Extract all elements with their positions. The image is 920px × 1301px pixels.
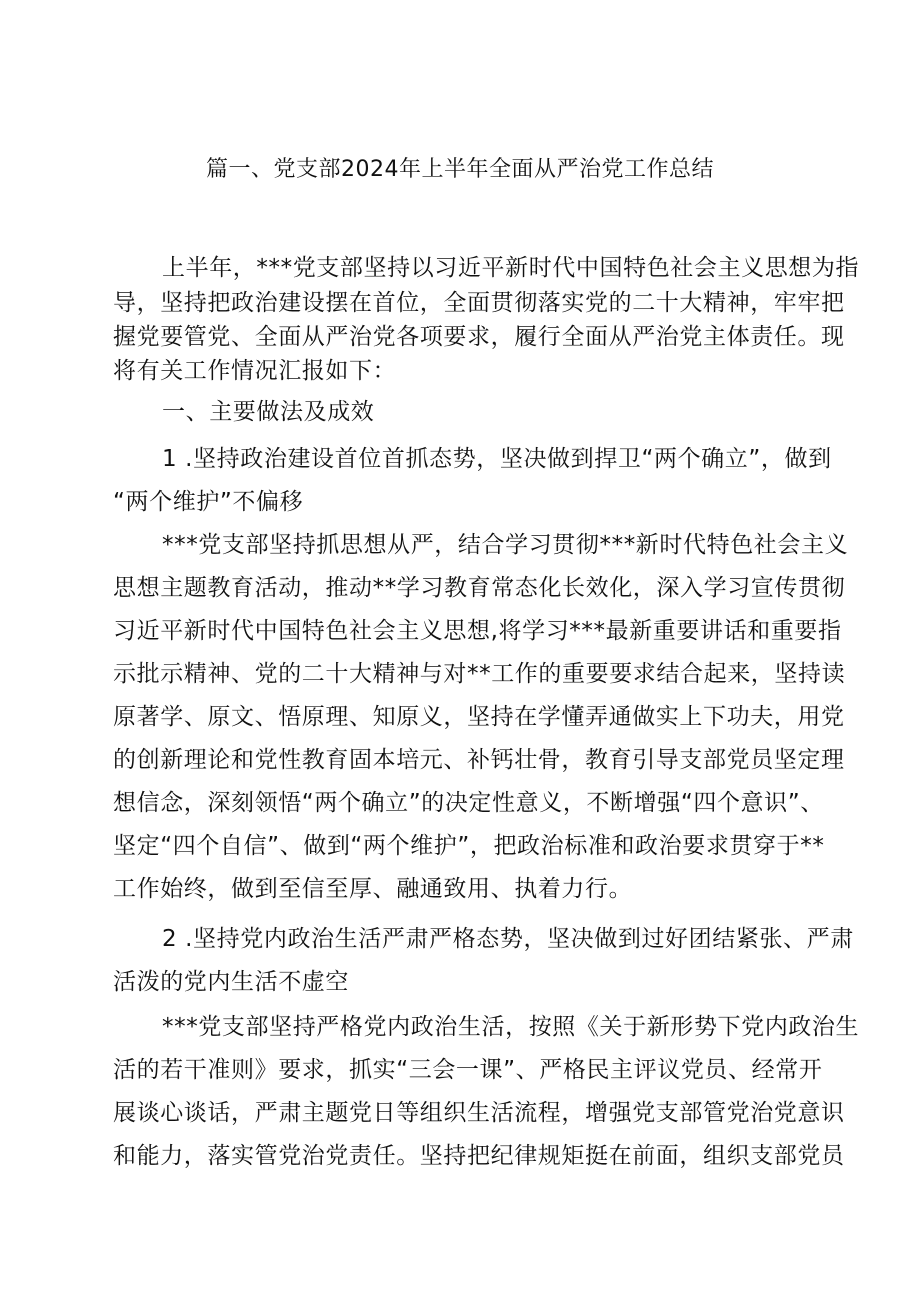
subheading-1-line-1: 1 .坚持政治建设首位首抓态势，坚决做到捍卫“两个确立”，做到 <box>162 446 832 472</box>
paragraph-2-line-3: 展谈心谈话，严肃主题党日等组织生活流程，增强党支部管党治党意识 <box>113 1100 845 1126</box>
subheading-2-line-2: 活泼的党内生活不虚空 <box>113 969 349 995</box>
paragraph-2-line-4: 和能力，落实管党治党责任。坚持把纪律规矩挺在前面，组织支部党员 <box>113 1143 845 1169</box>
paragraph-1-line-2: 思想主题教育活动，推动**学习教育常态化长效化，深入学习宣传贯彻 <box>113 575 846 601</box>
paragraph-1-line-3: 习近平新时代中国特色社会主义思想,将学习***最新重要讲话和重要指 <box>113 618 842 644</box>
paragraph-1-line-6: 的创新理论和党性教育固本培元、补钙壮骨，教育引导支部党员坚定理 <box>113 747 845 773</box>
paragraph-intro-line-3: 握党要管党、全面从严治党各项要求，履行全面从严治党主体责任。现 <box>113 324 845 350</box>
paragraph-2-line-2: 活的若干准则》要求，抓实“三会一课”、严格民主评议党员、经常开 <box>113 1057 823 1083</box>
paragraph-intro-line-4: 将有关工作情况汇报如下： <box>113 358 397 384</box>
paragraph-2-line-1: ***党支部坚持严格党内政治生活，按照《关于新形势下党内政治生 <box>162 1014 860 1040</box>
paragraph-1-line-1: ***党支部坚持抓思想从严，结合学习贯彻***新时代特色社会主义 <box>162 532 849 558</box>
paragraph-1-line-8: 坚定“四个自信”、做到“两个维护”，把政治标准和政治要求贯穿于** <box>113 833 825 859</box>
paragraph-1-line-7: 想信念，深刻领悟“两个确立”的决定性意义，不断增强“四个意识”、 <box>113 790 824 816</box>
paragraph-1-line-4: 示批示精神、党的二十大精神与对**工作的重要要求结合起来，坚持读 <box>113 661 846 687</box>
subheading-1-line-2: “两个维护”不偏移 <box>113 489 304 515</box>
subheading-2-line-1: 2 .坚持党内政治生活严肃严格态势，坚决做到过好团结紧张、严肃 <box>162 926 854 952</box>
document-title: 篇一、党支部2024年上半年全面从严治党工作总结 <box>206 157 714 182</box>
paragraph-1-line-5: 原著学、原文、悟原理、知原义，坚持在学懂弄通做实上下功夫，用党 <box>113 704 845 730</box>
paragraph-intro-line-1: 上半年，***党支部坚持以习近平新时代中国特色社会主义思想为指 <box>162 255 860 281</box>
section-heading-1: 一、主要做法及成效 <box>162 399 375 425</box>
paragraph-1-line-9: 工作始终，做到至信至厚、融通致用、执着力行。 <box>113 876 633 902</box>
paragraph-intro-line-2: 导，坚持把政治建设摆在首位，全面贯彻落实党的二十大精神，牢牢把 <box>113 290 845 316</box>
